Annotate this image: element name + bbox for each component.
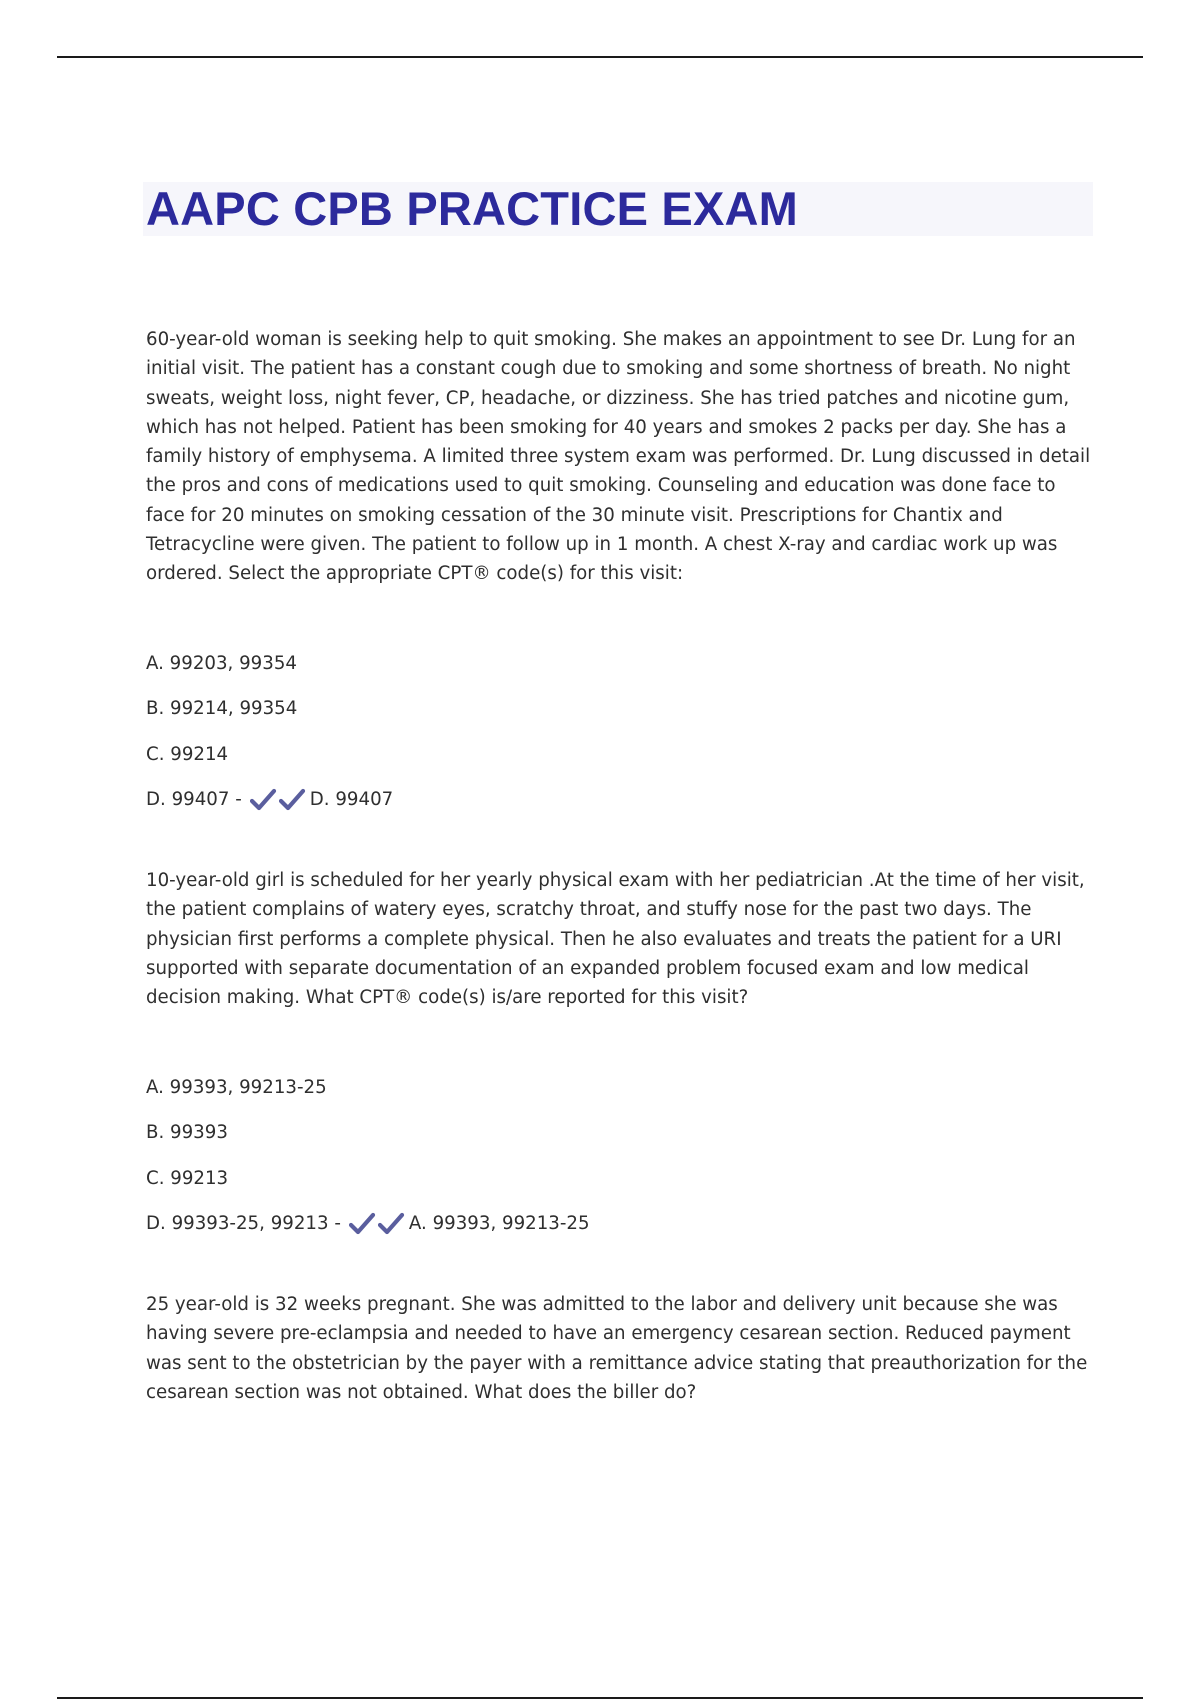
checkmark-icon (349, 1212, 376, 1236)
question-block (146, 325, 1091, 814)
checkmark-icon (279, 788, 306, 812)
checkmark-icon (378, 1212, 405, 1236)
correct-answer: D. 99407 (309, 789, 394, 811)
question-block (146, 866, 1091, 1238)
question-text: 60-year-old woman is seeking help to quit smoking. She makes an appointment to see Dr. Lung for an initial visit. The patient has a constant cough due to smoking and some shortness of breath. No night sweats, weight loss, night fever, CP, headache, or dizziness. She has tried patches and nicotine gum, which has not helped. Patient has been smoking for 40 years and smokes 2 packs per day. She has a family history of emphysema. A limited three system exam was performed. Dr. Lung discussed in detail the pros and cons of medications used to quit smoking. Counseling and education was done face to face for 20 minutes on smoking cessation of the 30 minute visit. Prescriptions for Chantix and Tetracycline were given. The patient to follow up in 1 month. A chest X-ray and cardiac work up was ordered. Select the appropriate CPT® code(s) for this visit: (146, 329, 1091, 585)
option-b (146, 694, 1091, 723)
option-c (146, 1164, 1091, 1193)
checkmark-icon (250, 788, 277, 812)
bottom-rule (57, 1697, 1143, 1699)
question-text: 25 year-old is 32 weeks pregnant. She was admitted to the labor and delivery unit because she was having severe pre-eclampsia and needed to have an emergency cesarean section. Reduced payment was sent to the obstetrician by the payer with a remittance advice stating that preauthorization for the cesarean section was not obtained. What does the biller do? (146, 1294, 1088, 1404)
option-label: A. 99393, 99213-25 (146, 1076, 327, 1098)
option-label: C. 99213 (146, 1167, 229, 1189)
option-label: B. 99214, 99354 (146, 698, 298, 720)
question-block (146, 1290, 1091, 1407)
option-d (146, 785, 1091, 814)
top-rule (57, 56, 1143, 58)
option-label: B. 99393 (146, 1122, 228, 1144)
document-body (146, 325, 1091, 1407)
option-label: D. 99393-25, 99213 - (146, 1213, 341, 1235)
option-b (146, 1118, 1091, 1147)
option-a (146, 1073, 1091, 1102)
answer-options (146, 649, 1091, 815)
option-c (146, 740, 1091, 769)
question-text: 10-year-old girl is scheduled for her yearly physical exam with her pediatrician .At the time of her visit, the patient complains of watery eyes, scratchy throat, and stuffy nose for the past two days. The physician first performs a complete physical. Then he also evaluates and treats the patient for a URI supported with separate documentation of an expanded problem focused exam and low medical decision making. What CPT® code(s) is/are reported for this visit? (146, 870, 1085, 1009)
option-d (146, 1209, 1091, 1238)
document-title: AAPC CPB PRACTICE EXAM (146, 182, 799, 235)
option-label: A. 99203, 99354 (146, 652, 297, 674)
answer-checks (349, 1212, 407, 1236)
option-label: D. 99407 - (146, 789, 242, 811)
answer-options (146, 1073, 1091, 1239)
answer-checks (250, 788, 308, 812)
option-a (146, 649, 1091, 678)
correct-answer: A. 99393, 99213-25 (408, 1213, 590, 1235)
option-label: C. 99214 (146, 743, 229, 765)
